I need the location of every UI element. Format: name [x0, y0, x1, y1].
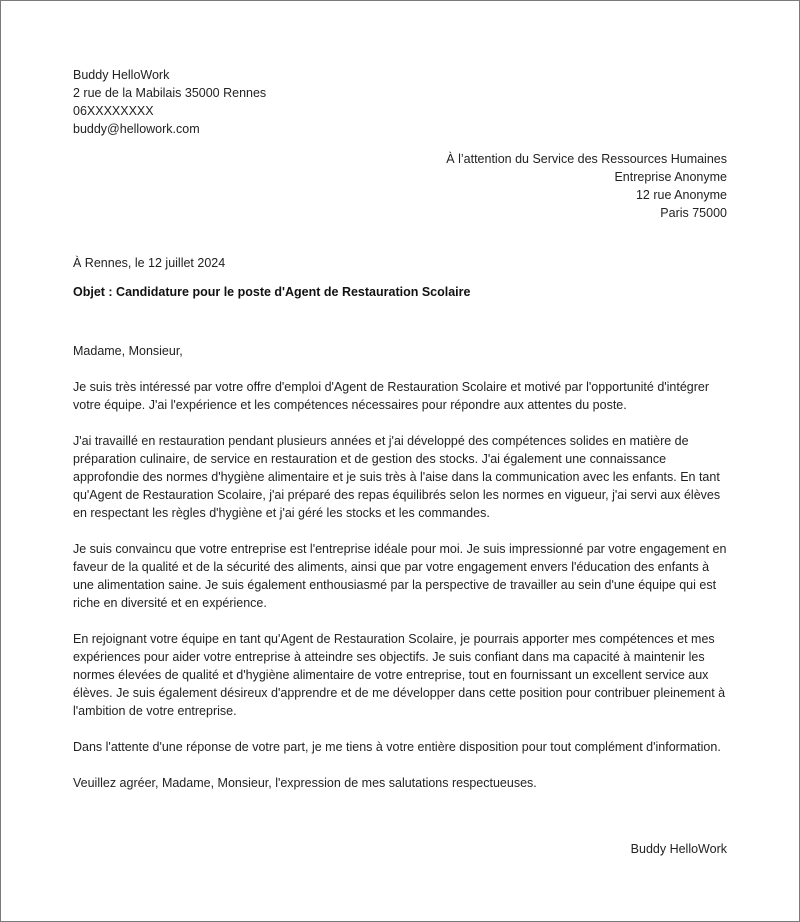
sender-block	[73, 66, 266, 138]
signature: Buddy HelloWork	[630, 842, 727, 856]
paragraph-4: En rejoignant votre équipe en tant qu'Agent de Restauration Scolaire, je pourrais apporter mes compétences et mes expériences pour aider votre entreprise à atteindre ses objectifs. Je suis confiant dans ma capacité à maintenir les normes élevées de qualité et d'hygiène alimentaire de votre entreprise, tout en fournissant un excellent service aux élèves. Je suis également désireux d'apprendre et de me développer dans cette position pour contribuer pleinement à l'ambition de votre entreprise.	[73, 632, 726, 718]
greeting: Madame, Monsieur,	[73, 344, 183, 358]
paragraph-1: Je suis très intéressé par votre offre d'emploi d'Agent de Restauration Scolaire et motivé par l'opportunité d'intégrer votre équipe. J'ai l'expérience et les compétences nécessaires pour répondre aux attentes du poste.	[73, 380, 710, 412]
recipient-company: Entreprise Anonyme	[614, 170, 727, 184]
recipient-block	[446, 150, 727, 222]
subject-line: Objet : Candidature pour le poste d'Agent de Restauration Scolaire	[73, 285, 471, 299]
sender-name: Buddy HelloWork	[73, 68, 170, 82]
sender-address: 2 rue de la Mabilais 35000 Rennes	[73, 86, 267, 100]
sender-phone: 06XXXXXXXX	[73, 104, 154, 118]
recipient-attention: À l’attention du Service des Ressources Humaines	[446, 152, 727, 166]
date-line: À Rennes, le 12 juillet 2024	[73, 256, 226, 270]
paragraph-5: Dans l'attente d'une réponse de votre part, je me tiens à votre entière disposition pour tout complément d'information.	[73, 740, 721, 754]
sender-email: buddy@hellowork.com	[73, 122, 200, 136]
recipient-city: Paris 75000	[660, 206, 727, 220]
letter-body	[73, 342, 733, 810]
recipient-street: 12 rue Anonyme	[635, 188, 727, 202]
paragraph-3: Je suis convaincu que votre entreprise est l'entreprise idéale pour moi. Je suis impressionné par votre engagement en faveur de la qualité et de la sécurité des aliments, ainsi que par votre engagement envers l'éducation des enfants à une alimentation saine. Je suis également enthousiasmé par la perspective de travailler au sein d'une équipe qui est riche en diversité et en expérience.	[73, 542, 727, 610]
closing-paragraph: Veuillez agréer, Madame, Monsieur, l'expression de mes salutations respectueuses.	[73, 776, 537, 790]
paragraph-2: J'ai travaillé en restauration pendant plusieurs années et j'ai développé des compétences solides en matière de préparation culinaire, de service en restauration et de gestion des stocks. J'ai également une connaissance approfondie des normes d'hygiène alimentaire et je suis très à l'aise dans la communication avec les enfants. En tant qu'Agent de Restauration Scolaire, j'ai préparé des repas équilibrés selon les normes en vigueur, j'ai servi aux élèves en respectant les règles d'hygiène et j'ai géré les stocks et les commandes.	[73, 434, 721, 520]
